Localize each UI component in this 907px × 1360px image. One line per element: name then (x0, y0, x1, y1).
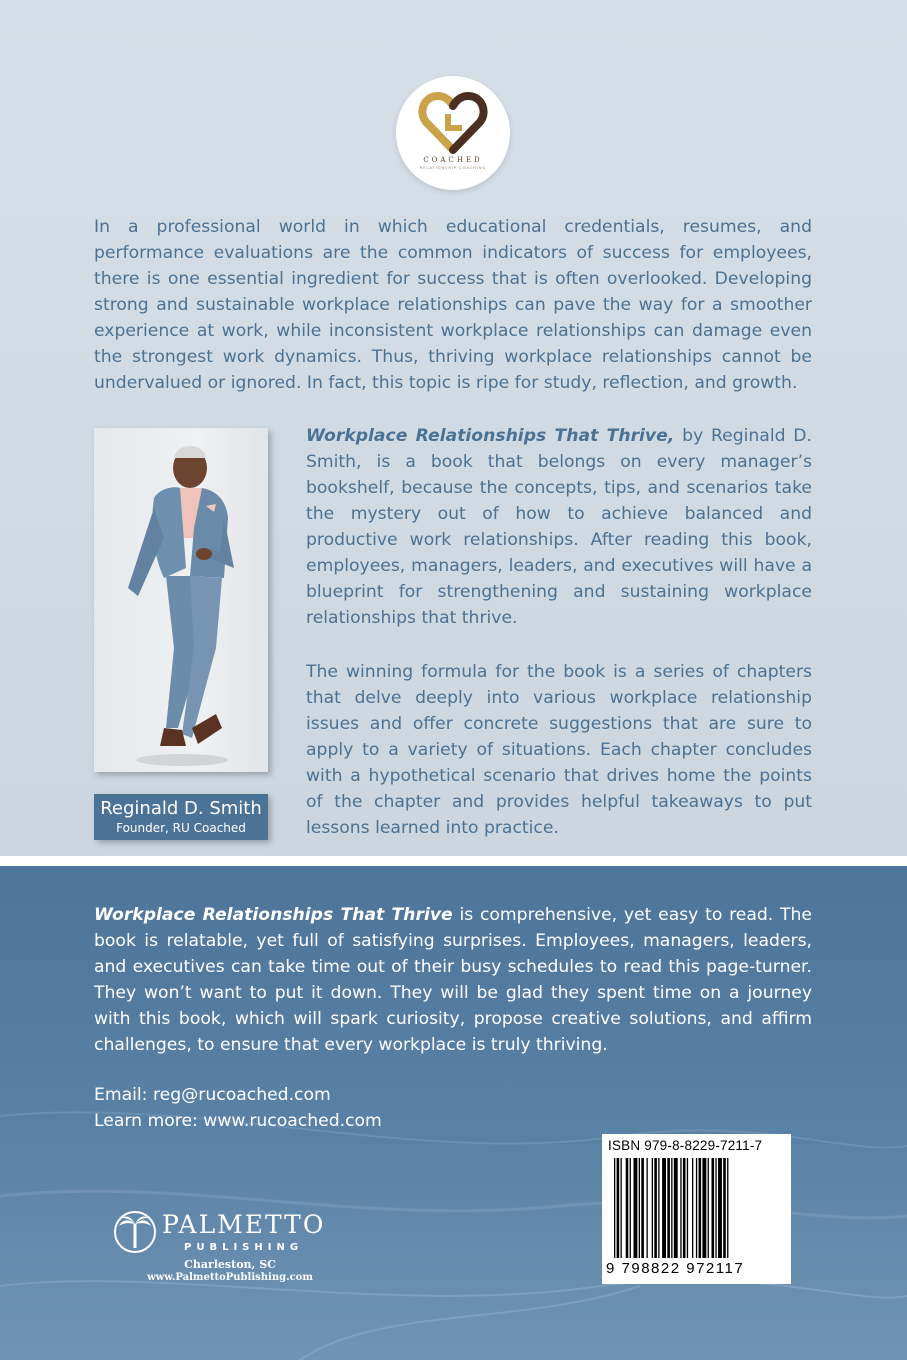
heart-logo-icon (418, 90, 488, 156)
barcode-digits: 9 798822 972117 (606, 1260, 745, 1277)
publisher-name: PALMETTO (162, 1210, 326, 1239)
isbn-barcode (602, 1134, 791, 1284)
section-divider (0, 856, 907, 866)
contact-info (94, 1082, 382, 1134)
description-paragraph-3 (94, 902, 812, 1058)
description-3-text: is comprehensive, yet easy to read. The book is relatable, yet full of satisfying surprises. Employees, managers, leaders, and executives can take time out of their busy schedules to read this page-turner. They won’t want to put it down. They will be glad they spent time on a journey with this book, which will spark curiosity, propose creative solutions, and affirm challenges, to ensure that every workplace is truly thriving. (94, 905, 812, 1055)
author-figure-icon (94, 428, 268, 772)
coached-logo (396, 76, 510, 190)
contact-email: Email: reg@rucoached.com (94, 1085, 331, 1105)
palm-tree-icon (114, 1210, 156, 1254)
author-name: Reginald D. Smith (100, 798, 262, 819)
contact-website: Learn more: www.rucoached.com (94, 1111, 382, 1131)
description-paragraph-2: The winning formula for the book is a series of chapters that delve deeply into various workplace relationship issues and offer concrete suggestions that are sure to apply to a variety of situations. Each chapter concludes with a hypothetical scenario that drives home the points of the chapter and provides helpful takeaways to put lessons learned into practice. (306, 662, 812, 838)
bottom-panel (0, 866, 907, 1360)
author-caption (94, 794, 268, 840)
logo-subtext: RELATIONSHIP COACHING (419, 166, 487, 170)
book-title: Workplace Relationships That Thrive, (306, 426, 675, 446)
publisher-logo (110, 1206, 360, 1286)
author-photo (94, 428, 268, 772)
book-title-2: Workplace Relationships That Thrive (94, 905, 453, 925)
description-1-text: by Reginald D. Smith, is a book that belongs on every manager’s bookshelf, because the concepts, tips, and scenarios take the mystery out of how to achieve balanced and productive work relationships. After reading this book, employees, managers, leaders, and executives will have a blueprint for strengthening and sustaining workplace relationships that thrive. (306, 426, 812, 628)
description-paragraph-1 (306, 423, 812, 631)
author-title: Founder, RU Coached (116, 821, 246, 835)
publisher-url: www.PalmettoPublishing.com (147, 1272, 313, 1283)
publisher-city: Charleston, SC (184, 1258, 276, 1271)
logo-word: COACHED (423, 156, 483, 164)
barcode-bars (614, 1158, 782, 1258)
publisher-sub: PUBLISHING (184, 1242, 304, 1253)
isbn-label: ISBN 979-8-8229-7211-7 (608, 1138, 763, 1153)
intro-paragraph: In a professional world in which educational credentials, resumes, and performance evaluations are the common indicators of success for employees, there is one essential ingredient for success that is often overlooked. Developing strong and sustainable workplace relationships can pave the way for a smoother experience at work, while inconsistent workplace relationships can damage even the strongest work dynamics. Thus, thriving workplace relationships cannot be undervalued or ignored. In fact, this topic is ripe for study, reflection, and growth. (94, 217, 812, 393)
